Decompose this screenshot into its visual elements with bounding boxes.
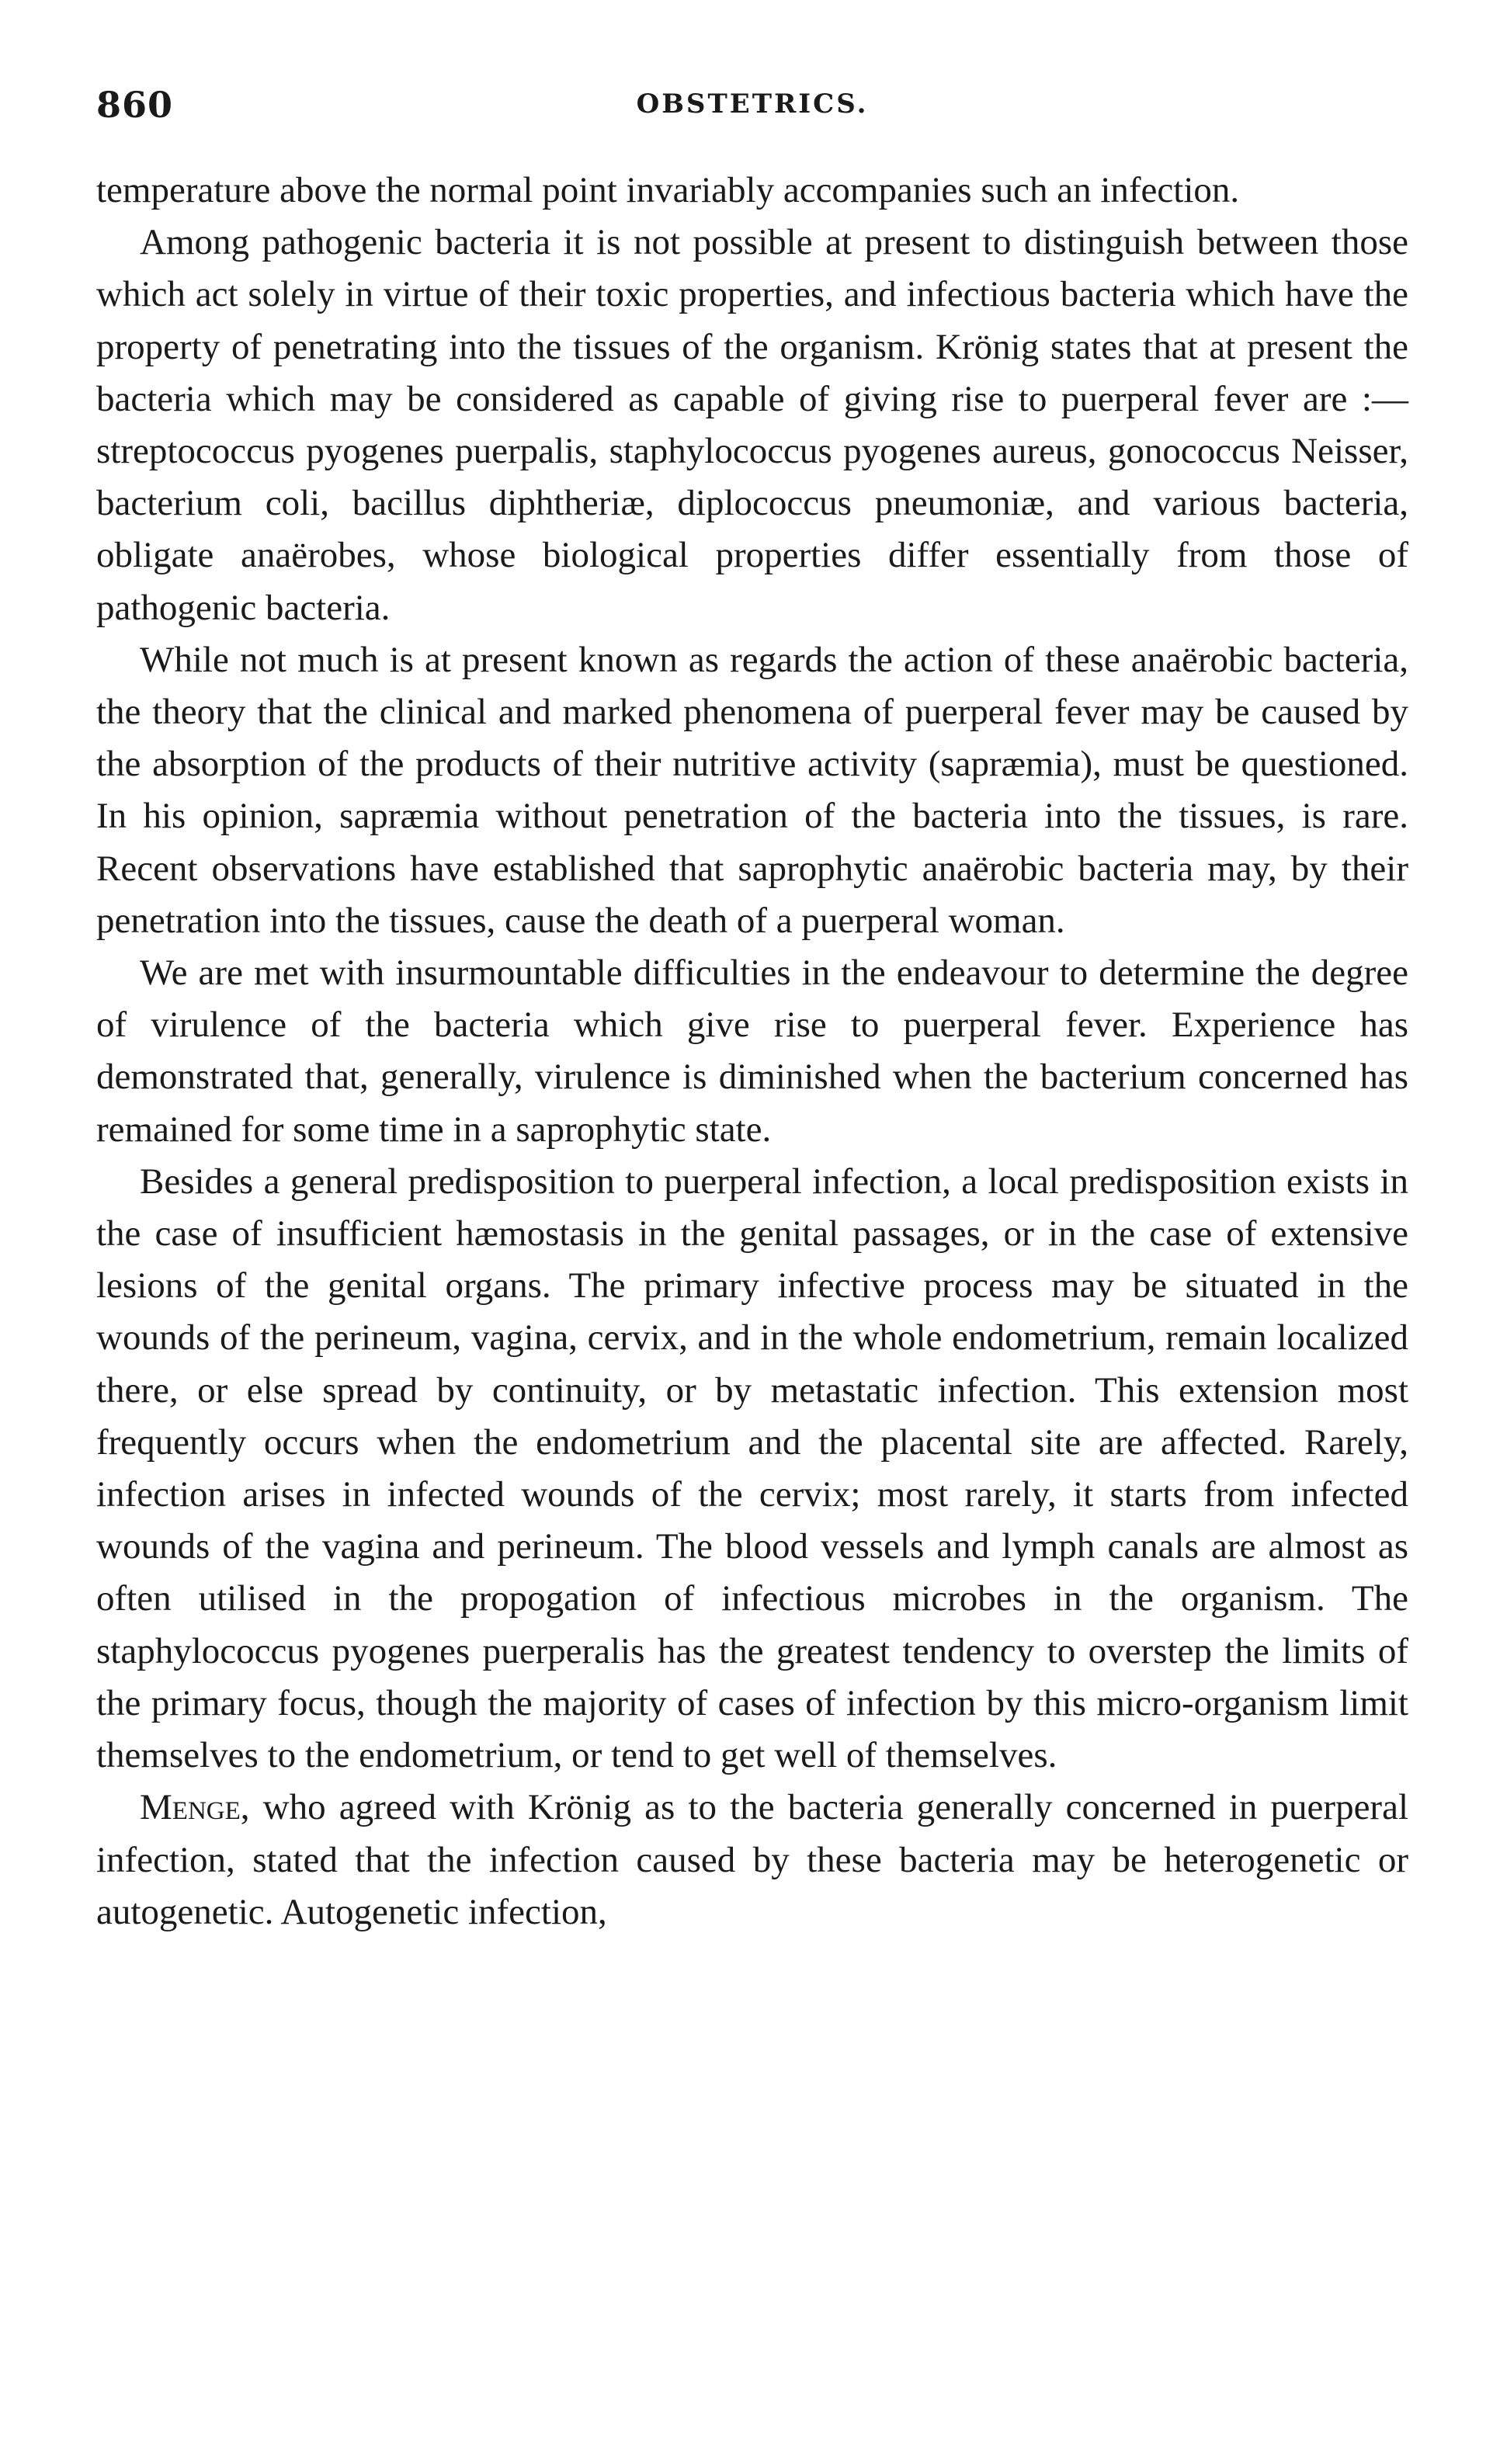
page-number: 860 <box>96 84 174 126</box>
paragraph-pathogenic-bacteria: Among pathogenic bacteria it is not possible at present to distinguish between those which act solely in virtue of their toxic properties, and infectious bacteria which have the property of penetrating into the tissues of the organism. Krönig states that at present the bacteria which may be considered as capable of giving rise to puerperal fever are :—streptococcus pyogenes puerpalis, staphylococcus pyogenes aureus, gonococcus Neisser, bacterium coli, bacillus diphtheriæ, diplococcus pneumoniæ, and various bacteria, obligate anaërobes, whose biological properties differ essentially from those of pathogenic bacteria. <box>96 222 1408 628</box>
paragraph-menge-text: who agreed with Krönig as to the bacteria generally concerned in puerperal infection, stated that the infection caused by these bacteria may be heterogenetic or autogenetic. Autogenetic infection, <box>96 1787 1408 1932</box>
page-header <box>96 84 1408 130</box>
paragraph-virulence: We are met with insurmountable difficulties in the endeavour to determine the degree of virulence of the bacteria which give rise to puerperal fever. Experience has demonstrated that, generally, virulence is diminished when the bacterium concerned has remained for some time in a saprophytic state. <box>96 953 1408 1150</box>
paragraph-local-predisposition: Besides a general predisposition to puerperal infection, a local predisposition exists in the case of insufficient hæmostasis in the genital passages, or in the case of extensive lesions of the genital organs. The primary infective process may be situated in the wounds of the perineum, vagina, cervix, and in the whole endometrium, remain localized there, or else spread by continuity, or by metastatic infection. This extension most frequently occurs when the endometrium and the placental site are affected. Rarely, infection arises in infected wounds of the cervix; most rarely, it starts from infected wounds of the vagina and perineum. The blood vessels and lymph canals are almost as often utilised in the propogation of infectious microbes in the organism. The staphylococcus pyogenes puerperalis has the greatest tendency to overstep the limits of the primary focus, though the majority of cases of infection by this micro-organism limit themselves to the endometrium, or tend to get well of themselves. <box>96 1161 1408 1776</box>
running-head: OBSTETRICS. <box>636 88 869 120</box>
author-name: Menge, <box>140 1787 250 1828</box>
paragraph-anaerobic-bacteria: While not much is at present known as regards the action of these anaërobic bacteria, the theory that the clinical and marked phenomena of puerperal fever may be caused by the absorption of the products of their nutritive activity (sapræmia), must be questioned. In his opinion, sapræmia without penetration of the bacteria into the tissues, is rare. Recent observations have established that saprophytic anaërobic bacteria may, by their penetration into the tissues, cause the death of a puerperal woman. <box>96 639 1408 941</box>
body-text <box>96 165 1408 1938</box>
paragraph-continuation: temperature above the normal point invariably accompanies such an infection. <box>96 170 1240 210</box>
paragraph-menge <box>96 1782 1408 1938</box>
